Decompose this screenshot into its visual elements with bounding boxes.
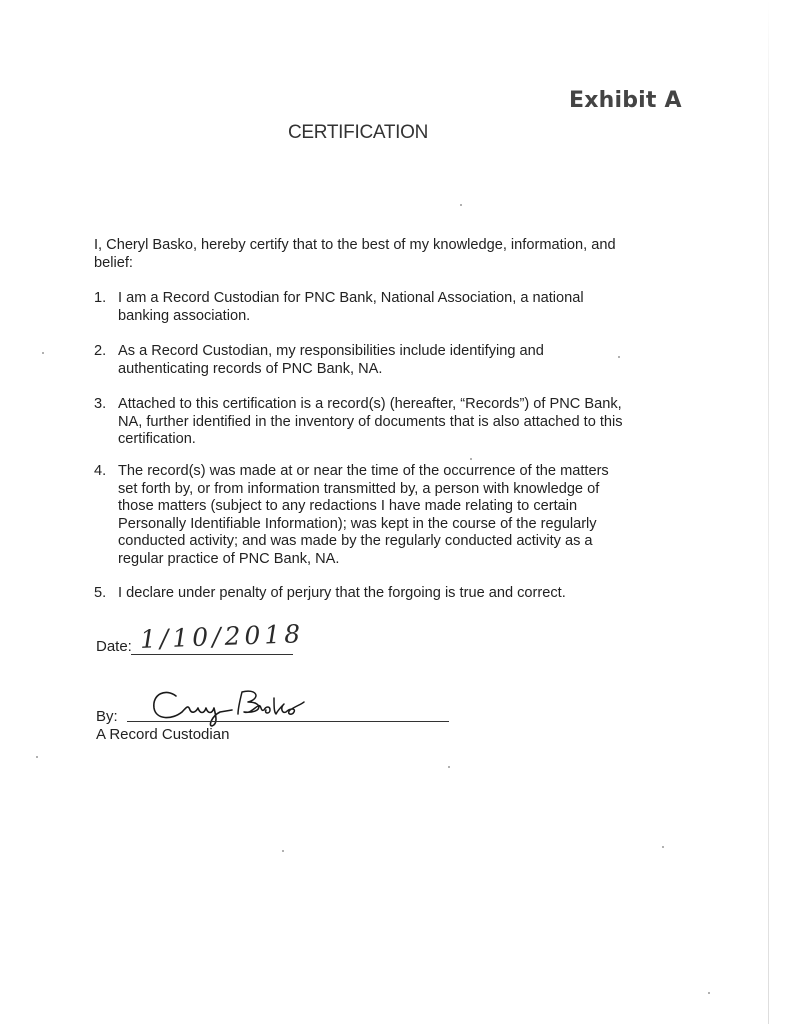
date-underline	[131, 654, 293, 655]
item-number: 1.	[94, 290, 107, 306]
scan-speck	[282, 850, 284, 852]
item-text: I am a Record Custodian for PNC Bank, National Association, a national banking association.	[118, 290, 584, 324]
item-text: The record(s) was made at or near the time of the occurrence of the matters set forth by, or from information transmitted by, a person with knowledge of those matters (subject to any redactions I have made relating to certain Personally Identifiable Information); was kept in the course of the regularly conducted activity; and was made by the regularly conducted activity as a regular practice of PNC Bank, NA.	[118, 463, 609, 567]
document-title: CERTIFICATION	[288, 122, 429, 143]
handwritten-date: 1/10/2018	[139, 619, 305, 654]
scan-speck	[42, 352, 44, 354]
scan-speck	[470, 458, 472, 460]
item-text: I declare under penalty of perjury that the forgoing is true and correct.	[118, 585, 566, 601]
item-text: As a Record Custodian, my responsibilities include identifying and authenticating records of PNC Bank, NA.	[118, 343, 544, 377]
item-number: 3.	[94, 396, 107, 412]
scan-speck	[460, 204, 462, 206]
scan-speck	[708, 992, 710, 994]
scan-speck	[36, 756, 38, 758]
exhibit-label: Exhibit A	[569, 88, 682, 113]
by-label: By:	[96, 708, 118, 725]
scan-edge-line	[768, 0, 769, 1024]
certification-preamble: I, Cheryl Basko, hereby certify that to the best of my knowledge, information, and belief:	[94, 237, 616, 271]
date-label: Date:	[96, 638, 132, 655]
item-number: 4.	[94, 463, 107, 479]
signature-underline	[127, 721, 449, 722]
scan-speck	[448, 766, 450, 768]
scan-speck	[662, 846, 664, 848]
item-text: Attached to this certification is a record(s) (hereafter, “Records”) of PNC Bank, NA, further identified in the inventory of documents that is also attached to this certification.	[118, 396, 623, 447]
signatory-title: A Record Custodian	[96, 726, 230, 743]
item-number: 2.	[94, 343, 107, 359]
item-number: 5.	[94, 585, 107, 601]
scan-speck	[618, 356, 620, 358]
